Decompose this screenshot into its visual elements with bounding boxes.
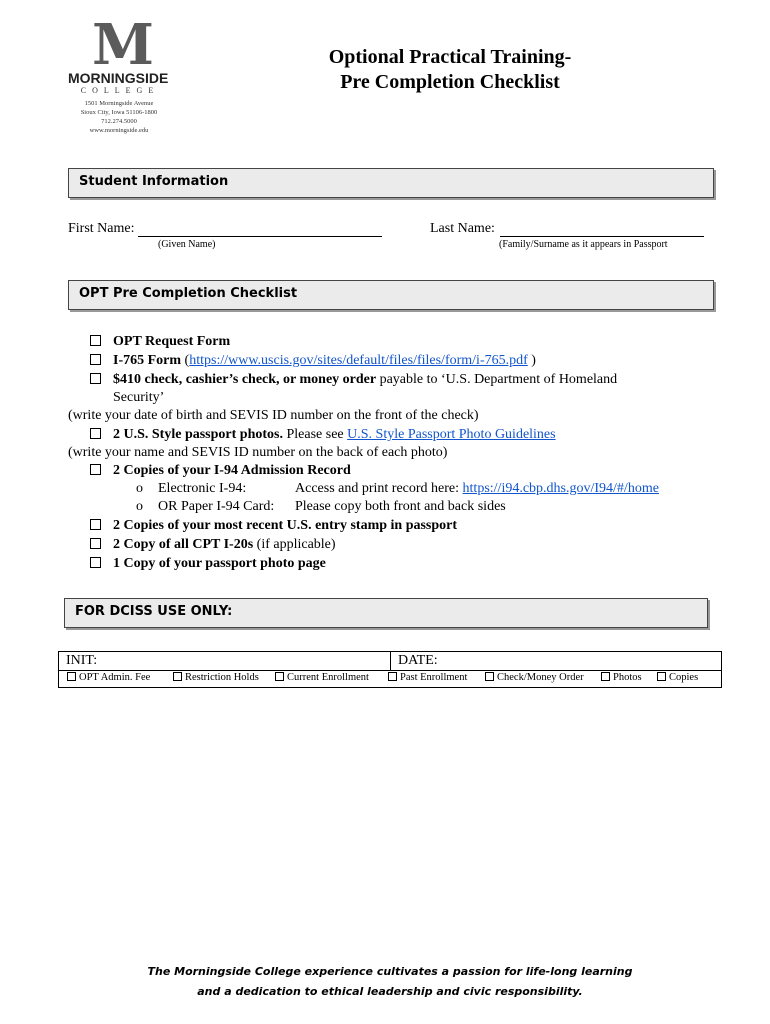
address-line: 1501 Morningside Avenue — [84, 100, 154, 107]
bullet: o — [136, 481, 143, 496]
title-line-2: Pre Completion Checklist — [340, 71, 560, 93]
item-text: (if applicable) — [253, 537, 336, 552]
init-label: INIT: — [66, 653, 98, 668]
dciss-options — [59, 671, 721, 687]
checklist-heading: OPT Pre Completion Checklist — [79, 286, 298, 301]
checkbox[interactable] — [275, 672, 284, 681]
last-name-field[interactable] — [500, 222, 704, 237]
title-line-1: Optional Practical Training- — [328, 46, 572, 68]
checkbox[interactable] — [67, 672, 76, 681]
option-label: OPT Admin. Fee — [79, 672, 151, 683]
option-label: Restriction Holds — [185, 672, 259, 683]
item-text: OPT Request Form — [113, 334, 231, 349]
checkbox[interactable] — [657, 672, 666, 681]
item-text: Please see — [282, 427, 348, 442]
first-name-hint: (Given Name) — [158, 239, 216, 250]
option-photos[interactable] — [601, 672, 642, 683]
photo-guidelines-link[interactable]: U.S. Style Passport Photo Guidelines — [347, 427, 556, 442]
item-text: Access and print record here: — [295, 481, 463, 496]
i94-link[interactable]: https://i94.cbp.dhs.gov/I94/#/home — [462, 481, 659, 496]
last-name-label: Last Name: — [430, 221, 495, 236]
sub-item-paper-i94 — [136, 498, 143, 516]
address-line: www.morningside.edu — [89, 127, 149, 134]
footer-line-1: The Morningside College experience cultivates a passion for life-long learning — [147, 965, 633, 978]
dciss-heading: FOR DCISS USE ONLY: — [75, 604, 233, 619]
bullet: o — [136, 499, 143, 514]
sub-item-text — [295, 480, 659, 498]
option-check-money-order[interactable] — [485, 672, 584, 683]
checklist-note-photos: (write your name and SEVIS ID number on the back of each photo) — [68, 445, 448, 460]
checkbox[interactable] — [388, 672, 397, 681]
student-info-heading: Student Information — [79, 174, 229, 189]
option-current-enrollment[interactable] — [275, 672, 369, 683]
date-cell[interactable] — [391, 652, 721, 671]
checklist-item-i765 — [90, 352, 536, 370]
item-text: ) — [527, 353, 536, 368]
checkbox[interactable] — [173, 672, 182, 681]
checkbox[interactable] — [90, 538, 101, 549]
document-title — [270, 45, 630, 95]
item-text: payable to ‘U.S. Department of Homeland — [376, 372, 618, 387]
checkbox[interactable] — [90, 557, 101, 568]
first-name-field[interactable] — [138, 222, 382, 237]
college-logo-mark: M — [92, 12, 152, 78]
option-past-enrollment[interactable] — [388, 672, 467, 683]
checklist-item-cpt — [90, 536, 336, 554]
option-label: Past Enrollment — [400, 672, 468, 683]
checkbox[interactable] — [90, 428, 101, 439]
checklist-note-check: (write your date of birth and SEVIS ID number on the front of the check) — [68, 408, 479, 423]
option-opt-admin-fee[interactable] — [67, 672, 150, 683]
option-restriction-holds[interactable] — [173, 672, 259, 683]
item-text: 2 Copies of your I-94 Admission Record — [113, 463, 351, 478]
sub-item-electronic-i94 — [136, 480, 143, 498]
college-address — [70, 99, 168, 135]
i765-link[interactable]: https://www.uscis.gov/sites/default/files/files/form/i-765.pdf — [189, 353, 528, 368]
option-label: Copies — [669, 672, 699, 683]
checklist-item-opt-request — [90, 333, 230, 351]
checklist-item-check-cont: Security’ — [113, 390, 165, 405]
address-line: 712.274.5000 — [101, 118, 137, 125]
checkbox[interactable] — [90, 335, 101, 346]
item-text: $410 check, cashier’s check, or money order — [113, 372, 377, 387]
checkbox[interactable] — [90, 373, 101, 384]
checkbox[interactable] — [90, 354, 101, 365]
college-logo-name: MORNINGSIDE — [68, 70, 169, 86]
checkbox[interactable] — [90, 519, 101, 530]
item-text: 2 Copies of your most recent U.S. entry stamp in passport — [113, 518, 458, 533]
address-line: Sioux City, Iowa 51106-1800 — [80, 109, 158, 116]
date-label: DATE: — [398, 653, 438, 668]
last-name-hint: (Family/Surname as it appears in Passport — [499, 239, 668, 250]
sub-item-label: OR Paper I-94 Card: — [158, 499, 275, 514]
checklist-item-photos — [90, 426, 556, 444]
sub-item-text: Please copy both front and back sides — [295, 499, 506, 514]
checklist-item-i94 — [90, 462, 351, 480]
option-label: Current Enrollment — [287, 672, 369, 683]
dciss-table — [58, 651, 722, 688]
checklist-header — [68, 280, 714, 310]
init-cell[interactable] — [59, 652, 391, 671]
item-text: 2 Copy of all CPT I-20s — [113, 537, 254, 552]
checkbox[interactable] — [485, 672, 494, 681]
first-name-label: First Name: — [68, 221, 135, 236]
footer-motto — [100, 962, 680, 1002]
sub-item-label: Electronic I-94: — [158, 481, 247, 496]
checklist-item-check — [90, 371, 690, 389]
item-text: I-765 Form — [113, 353, 182, 368]
checklist-item-entry-stamp — [90, 517, 457, 535]
item-text: 1 Copy of your passport photo page — [113, 556, 326, 571]
footer-line-2: and a dedication to ethical leadership and civic responsibility. — [197, 985, 583, 998]
dciss-header — [64, 598, 708, 628]
item-text: ( — [181, 353, 190, 368]
checklist-item-passport-page — [90, 555, 326, 573]
checkbox[interactable] — [90, 464, 101, 475]
checkbox[interactable] — [601, 672, 610, 681]
student-info-header — [68, 168, 714, 198]
option-label: Photos — [613, 672, 642, 683]
option-label: Check/Money Order — [497, 672, 584, 683]
option-copies[interactable] — [657, 672, 698, 683]
college-logo-subtitle: COLLEGE — [80, 86, 160, 95]
item-text: 2 U.S. Style passport photos. — [113, 427, 283, 442]
